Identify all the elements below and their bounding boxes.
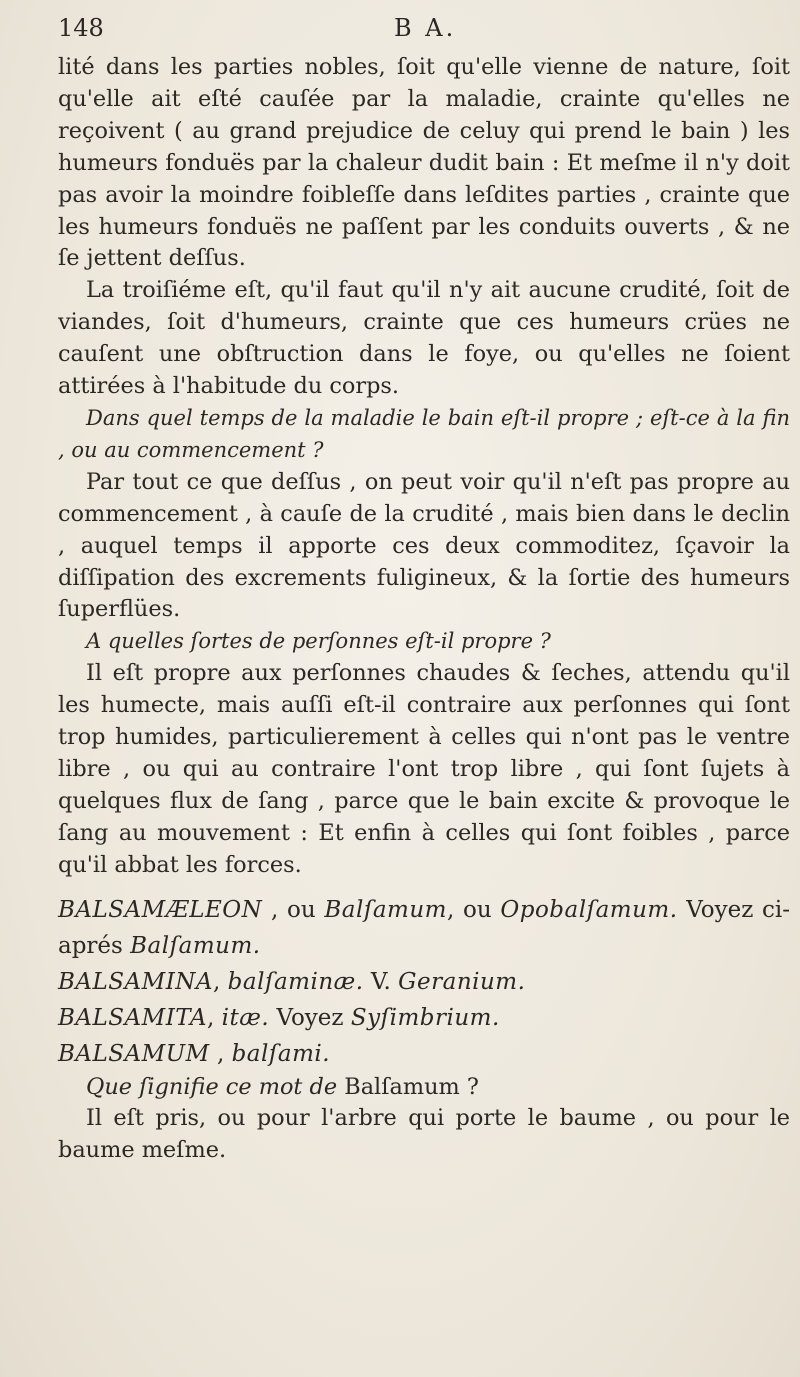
entry-headword: BALSAMÆLEON bbox=[58, 896, 263, 923]
entry-headword: BALSAMITA bbox=[58, 1004, 207, 1031]
question-word: Balſamum ? bbox=[337, 1073, 479, 1100]
paragraph: Il eſt propre aux perſonnes chaudes & ſeches, attendu qu'il les humecte, mais auſſi eſt-il contraire aux perſonnes qui ſont trop humides, particulierement à celles qui n'ont pas le ventre libre , ou qui au contraire l'ont trop libre , qui ſont ſujets à quelques flux de ſang , parce que le bain excite & provoque le ſang au mouvement : Et enfin à celles qui ſont foibles , parce qu'il abbat les forces. bbox=[58, 660, 790, 878]
page-header bbox=[58, 14, 760, 50]
paragraph: lité dans les parties nobles, ſoit qu'elle vienne de nature, ſoit qu'elle ait eſté cauſée par la maladie, crainte qu'elles ne reçoivent ( au grand prejudice de celuy qui prend le bain ) les humeurs fonduës par la chaleur dudit bain : Et meſme il n'y doit pas avoir la moindre foibleſſe dans leſdites parties , crainte que les humeurs fonduës ne paſſent par les conduits ouverts , & ne ſe jettent deſſus. bbox=[58, 54, 790, 272]
entry-text: Voyez ci-aprés bbox=[58, 896, 791, 959]
running-head: B A. bbox=[394, 14, 457, 42]
entry-text: , bbox=[206, 1004, 222, 1031]
dictionary-entries bbox=[58, 892, 790, 1072]
entry-latin: balſaminæ. bbox=[227, 968, 364, 995]
entry-latin: itæ. bbox=[221, 1004, 270, 1031]
entry-headword: BALSAMINA bbox=[58, 968, 214, 995]
paragraph: La troiſiéme eſt, qu'il faut qu'il n'y ait aucune crudité, ſoit de viandes, ſoit d'humeurs, crainte que ces humeurs crües ne cauſent une obſtruction dans le foye, ou qu'elles ne ſoient attirées à l'habitude du corps. bbox=[58, 277, 790, 400]
entry-latin: Opobalſamum. bbox=[500, 896, 678, 923]
question-heading: A quelles ſortes de perſonnes eſt-il propre ? bbox=[86, 629, 551, 654]
dictionary-entry bbox=[58, 1000, 790, 1036]
paragraph: Il eſt pris, ou pour l'arbre qui porte le baume , ou pour le baume meſme. bbox=[58, 1105, 790, 1164]
paragraph: Par tout ce que deſſus , on peut voir qu'il n'eſt pas propre au commencement , à cauſe de la crudité , mais bien dans le declin , auquel temps il apporte ces deux commoditez, ſçavoir la diſſipation des excrements fuligineux, & la ſortie des humeurs ſuperflües. bbox=[58, 468, 790, 623]
entry-text: Voyez bbox=[269, 1004, 351, 1031]
entry-text: , bbox=[213, 968, 228, 995]
body-text bbox=[58, 52, 790, 1167]
entry-latin: Balſamum bbox=[324, 896, 447, 923]
dictionary-entry bbox=[58, 964, 790, 1000]
entry-text: , ou bbox=[262, 896, 325, 923]
entry-latin: balſami. bbox=[231, 1040, 331, 1067]
dictionary-entry bbox=[58, 892, 790, 964]
question-text: Que ſignifie ce mot de bbox=[86, 1073, 338, 1100]
entry-latin: Geranium. bbox=[398, 968, 526, 995]
entry-latin: Syſimbrium. bbox=[350, 1004, 500, 1031]
entry-latin: Balſamum. bbox=[130, 932, 261, 959]
entry-headword: BALSAMUM bbox=[58, 1040, 210, 1067]
dictionary-entry bbox=[58, 1036, 790, 1072]
entry-text: V. bbox=[363, 968, 399, 995]
page-number: 148 bbox=[58, 14, 104, 42]
question-heading bbox=[58, 1072, 790, 1104]
entry-text: , bbox=[209, 1040, 232, 1067]
entry-text: , ou bbox=[446, 896, 501, 923]
question-heading: Dans quel temps de la maladie le bain eſt-il propre ; eſt-ce à la fin , ou au commencement ? bbox=[58, 405, 790, 462]
